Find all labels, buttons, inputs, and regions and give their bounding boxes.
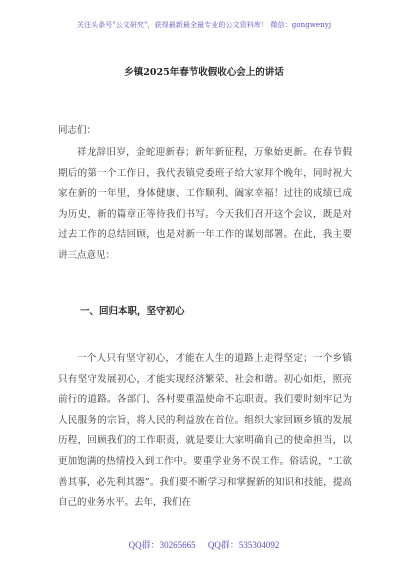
footer-qq-group-2: QQ群：535304092 xyxy=(207,540,280,550)
body-paragraph: 一个人只有坚守初心，才能在人生的道路上走得坚定；一个乡镇只有坚守发展初心，才能实现经济繁荣、社会和谐。初心如炬，照亮前行的道路。各部门、各村要重温使命不忘职责。我们要时刻牢记为人民服务的宗旨，将人民的利益放在首位。组织大家回顾乡镇的发展历程，回顾我们的工作职责，就是要让大家明确自己的使命担当，以更加饱满的热情投入到工作中。要重学业务不误工作。俗话说，“工欲善其事，必先利其器”。我们要不断学习和掌握新的知识和技能，提高自己的业务水平。去年，我们在 xyxy=(58,353,352,509)
section-heading: 一、回归本职，坚守初心 xyxy=(80,306,185,317)
promo-banner: 关注头条号"公文研究"，获得最新最全最专业的公文资料库！ 微信：gongwenyj xyxy=(76,21,332,29)
footer-qq-group-1: QQ群：30265665 xyxy=(128,540,196,550)
document-title: 乡镇2025年春节收假收心会上的讲话 xyxy=(124,67,284,78)
salutation: 同志们： xyxy=(58,125,97,136)
body-paragraph: 祥龙辞旧岁，金蛇迎新春；新年新征程，万象始更新。在春节假期后的第一个工作日，我代表镇党委班子给大家拜个晚年，同时祝大家在新的一年里，身体健康、工作顺利、阖家幸福！过往的成绩已成为历史，新的篇章正等待我们书写。今天我们召开这个会议，既是对过去工作的总结回顾，也是对新一年工作的谋划部署。在此，我主要讲三点意见： xyxy=(58,147,352,261)
footer xyxy=(0,538,408,551)
